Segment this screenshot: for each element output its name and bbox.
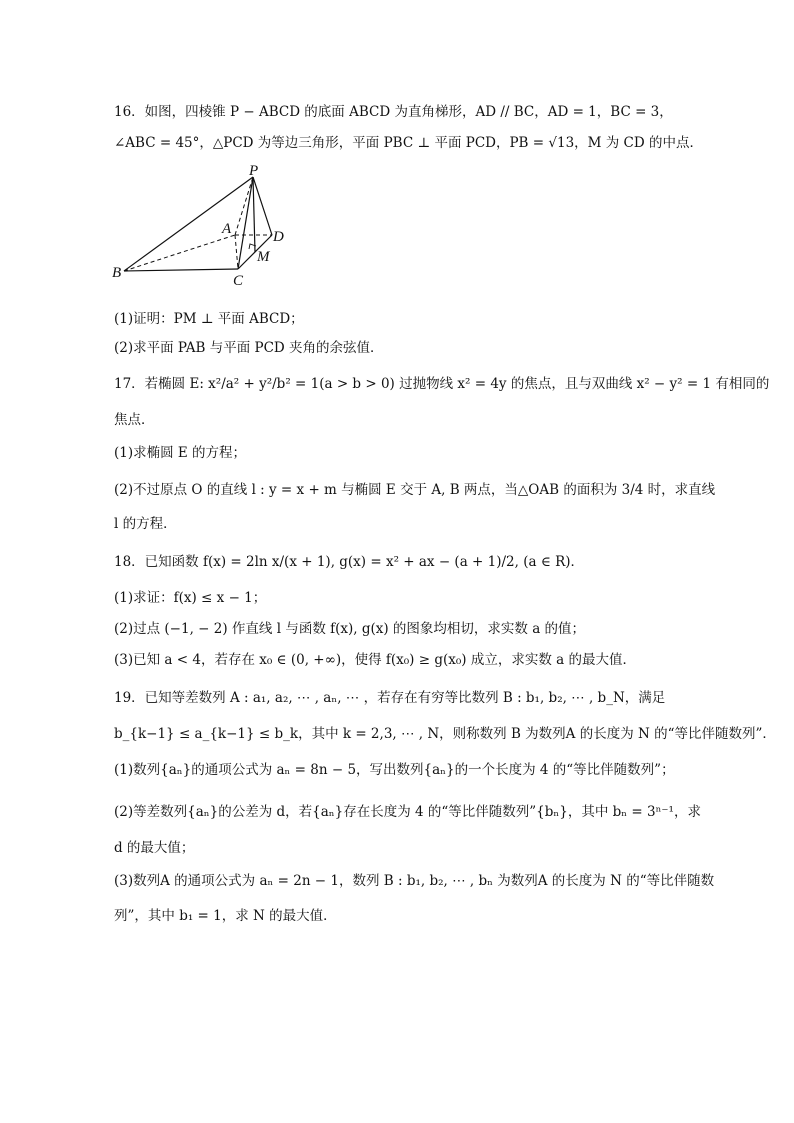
edge-PA	[235, 177, 253, 235]
q16-line1: 16．如图，四棱锥 P − ABCD 的底面 ABCD 为直角梯形，AD // BC，AD = 1，BC = 3，	[114, 104, 673, 120]
q16-part1: (1)证明：PM ⊥ 平面 ABCD；	[114, 311, 304, 327]
edge-BC	[124, 269, 238, 271]
q16-line2: ∠ABC = 45°，△PCD 为等边三角形，平面 PBC ⊥ 平面 PCD，PB = √13，M 为 CD 的中点．	[114, 135, 704, 151]
edge-AC	[235, 235, 238, 269]
q17-line2: 焦点．	[114, 412, 155, 428]
q18-part3: (3)已知 a < 4，若存在 x₀ ∈ (0, +∞)，使得 f(x₀) ≥ g(x₀) 成立，求实数 a 的最大值．	[114, 652, 636, 668]
q17-part2-line1: (2)不过原点 O 的直线 l : y = x + m 与椭圆 E 交于 A, B 两点，当△OAB 的面积为 3/4 时，求直线	[114, 482, 716, 498]
q18-part2: (2)过点 (−1, − 2) 作直线 l 与函数 f(x), g(x) 的图象均相切，求实数 a 的值；	[114, 621, 586, 637]
q17-line1: 17．若椭圆 E: x²/a² + y²/b² = 1(a > b > 0) 过抛物线 x² = 4y 的焦点，且与双曲线 x² − y² = 1 有相同的	[114, 376, 770, 392]
pyramid-figure	[110, 165, 300, 290]
q19-line2: b_{k−1} ≤ a_{k−1} ≤ b_k，其中 k = 2,3, ⋯ , N，则称数列 B 为数列A 的长度为 N 的“等比伴随数列”．	[114, 726, 776, 742]
label-M: M	[257, 249, 270, 265]
label-A: A	[222, 221, 232, 237]
q18-part1: (1)求证：f(x) ≤ x − 1；	[114, 590, 267, 606]
q16-part2: (2)求平面 PAB 与平面 PCD 夹角的余弦值．	[114, 340, 384, 356]
q17-part2-line2: l 的方程．	[114, 516, 177, 532]
q19-part1: (1)数列{aₙ}的通项公式为 aₙ = 8n − 5，写出数列{aₙ}的一个长度为 4 的“等比伴随数列”；	[114, 762, 675, 778]
segment-PM	[253, 177, 255, 252]
q19-line1: 19．已知等差数列 A : a₁, a₂, ⋯ , aₙ, ⋯ ，若存在有穷等比数列 B : b₁, b₂, ⋯ , b_N，满足	[114, 690, 666, 706]
edge-PC	[238, 177, 253, 269]
q17-part1: (1)求椭圆 E 的方程；	[114, 445, 247, 461]
q18-line1: 18．已知函数 f(x) = 2ln x/(x + 1), g(x) = x² + ax − (a + 1)/2, (a ∈ R)．	[114, 554, 585, 570]
q19-part2-line1: (2)等差数列{aₙ}的公差为 d，若{aₙ}存在长度为 4 的“等比伴随数列”{bₙ}，其中 bₙ = 3ⁿ⁻¹，求	[114, 804, 701, 820]
label-D: D	[273, 229, 284, 245]
edge-PB	[124, 177, 253, 271]
edge-BA	[124, 235, 235, 271]
label-B: B	[112, 265, 122, 281]
q19-part3-line1: (3)数列A 的通项公式为 aₙ = 2n − 1，数列 B : b₁, b₂, ⋯ , bₙ 为数列A 的长度为 N 的“等比伴随数	[114, 873, 715, 889]
label-P: P	[249, 165, 259, 179]
q19-part3-line2: 列”，其中 b₁ = 1，求 N 的最大值．	[114, 908, 337, 924]
q19-part2-line2: d 的最大值；	[114, 840, 195, 856]
edge-PD	[253, 177, 272, 235]
label-C: C	[233, 273, 244, 289]
